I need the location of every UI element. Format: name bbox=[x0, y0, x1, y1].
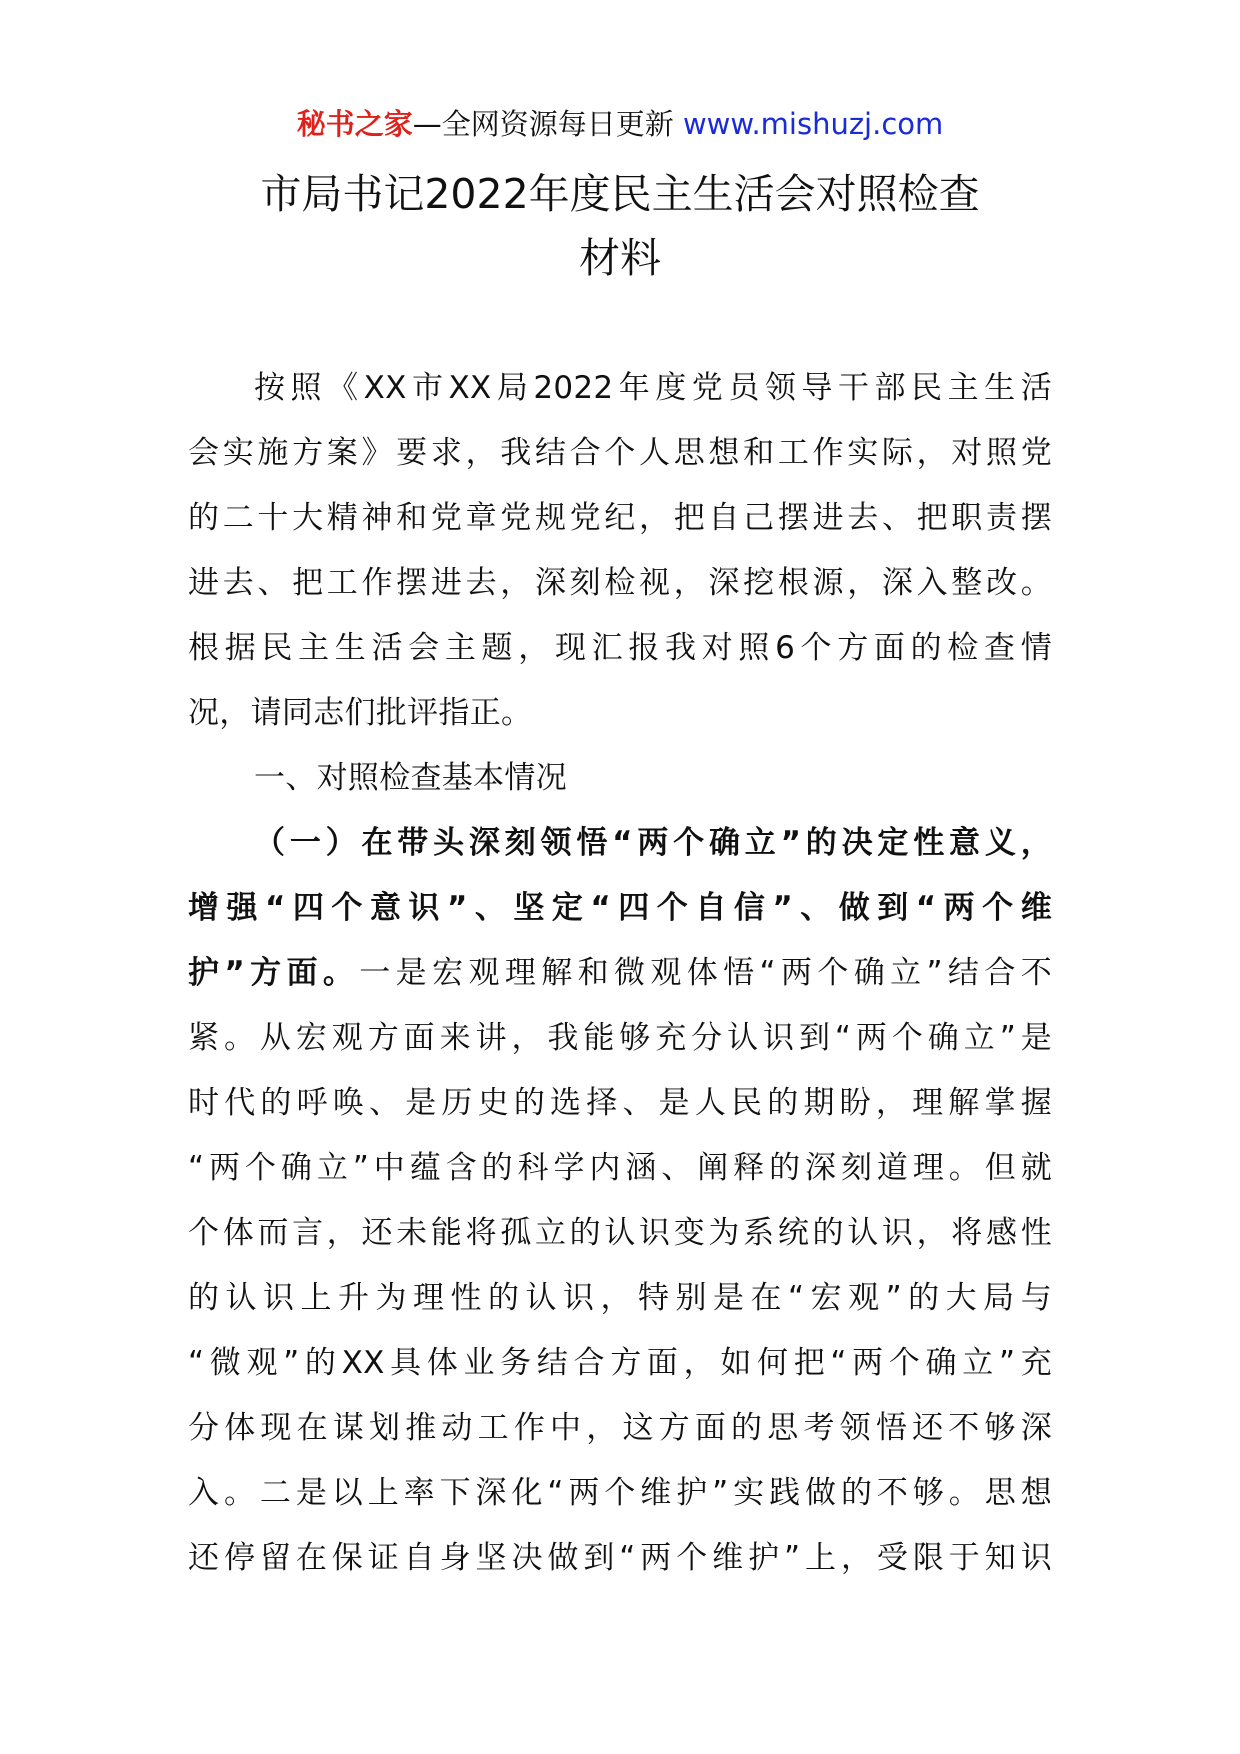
section-heading: 一、对照检查基本情况 bbox=[254, 760, 567, 796]
document-body bbox=[188, 356, 1052, 1591]
paragraph-line: 根据民主生活会主题，现汇报我对照6个方面的检查情 bbox=[188, 630, 1052, 666]
paragraph-line: 进去、把工作摆进去，深刻检视，深挖根源，深入整改。 bbox=[188, 565, 1052, 601]
paragraph-line: 紧。从宏观方面来讲，我能够充分认识到“两个确立”是 bbox=[188, 1020, 1052, 1056]
site-url-link[interactable]: www.mishuzj.com bbox=[682, 107, 944, 141]
subsection-heading-line-1: （一）在带头深刻领悟“两个确立”的决定性意义， bbox=[254, 825, 1052, 861]
subsection-heading-line-3: 护”方面。 bbox=[188, 955, 360, 991]
paragraph-line: 个体而言，还未能将孤立的认识变为系统的认识，将感性 bbox=[188, 1215, 1052, 1251]
title-line-1: 市局书记2022年度民主生活会对照检查 bbox=[260, 170, 980, 218]
paragraph-line bbox=[188, 941, 1052, 1006]
subsection-heading-line-2: 增强“四个意识”、坚定“四个自信”、做到“两个维 bbox=[188, 890, 1052, 926]
paragraph-line: 会实施方案》要求，我结合个人思想和工作实际，对照党 bbox=[188, 435, 1052, 471]
paragraph-line: 况，请同志们批评指正。 bbox=[188, 695, 533, 731]
header-tagline: —全网资源每日更新 bbox=[412, 107, 683, 141]
paragraph-line: “微观”的XX具体业务结合方面，如何把“两个确立”充 bbox=[188, 1345, 1052, 1381]
brand-name: 秘书之家 bbox=[296, 107, 413, 141]
site-header bbox=[0, 104, 1240, 144]
document-title bbox=[190, 162, 1050, 290]
paragraph-line: 的认识上升为理性的认识，特别是在“宏观”的大局与 bbox=[188, 1280, 1052, 1316]
paragraph-line: “两个确立”中蕴含的科学内涵、阐释的深刻道理。但就 bbox=[188, 1150, 1052, 1186]
paragraph-line: 时代的呼唤、是历史的选择、是人民的期盼，理解掌握 bbox=[188, 1085, 1052, 1121]
title-line-2: 材料 bbox=[579, 234, 661, 282]
paragraph-line-text: 一是宏观理解和微观体悟“两个确立”结合不 bbox=[359, 955, 1052, 991]
paragraph-line: 按照《XX市XX局2022年度党员领导干部民主生活 bbox=[254, 370, 1052, 406]
paragraph-line: 还停留在保证自身坚决做到“两个维护”上，受限于知识 bbox=[188, 1540, 1052, 1576]
paragraph-line: 的二十大精神和党章党规党纪，把自己摆进去、把职责摆 bbox=[188, 500, 1052, 536]
paragraph-line: 入。二是以上率下深化“两个维护”实践做的不够。思想 bbox=[188, 1475, 1052, 1511]
paragraph-line: 分体现在谋划推动工作中，这方面的思考领悟还不够深 bbox=[188, 1410, 1052, 1446]
